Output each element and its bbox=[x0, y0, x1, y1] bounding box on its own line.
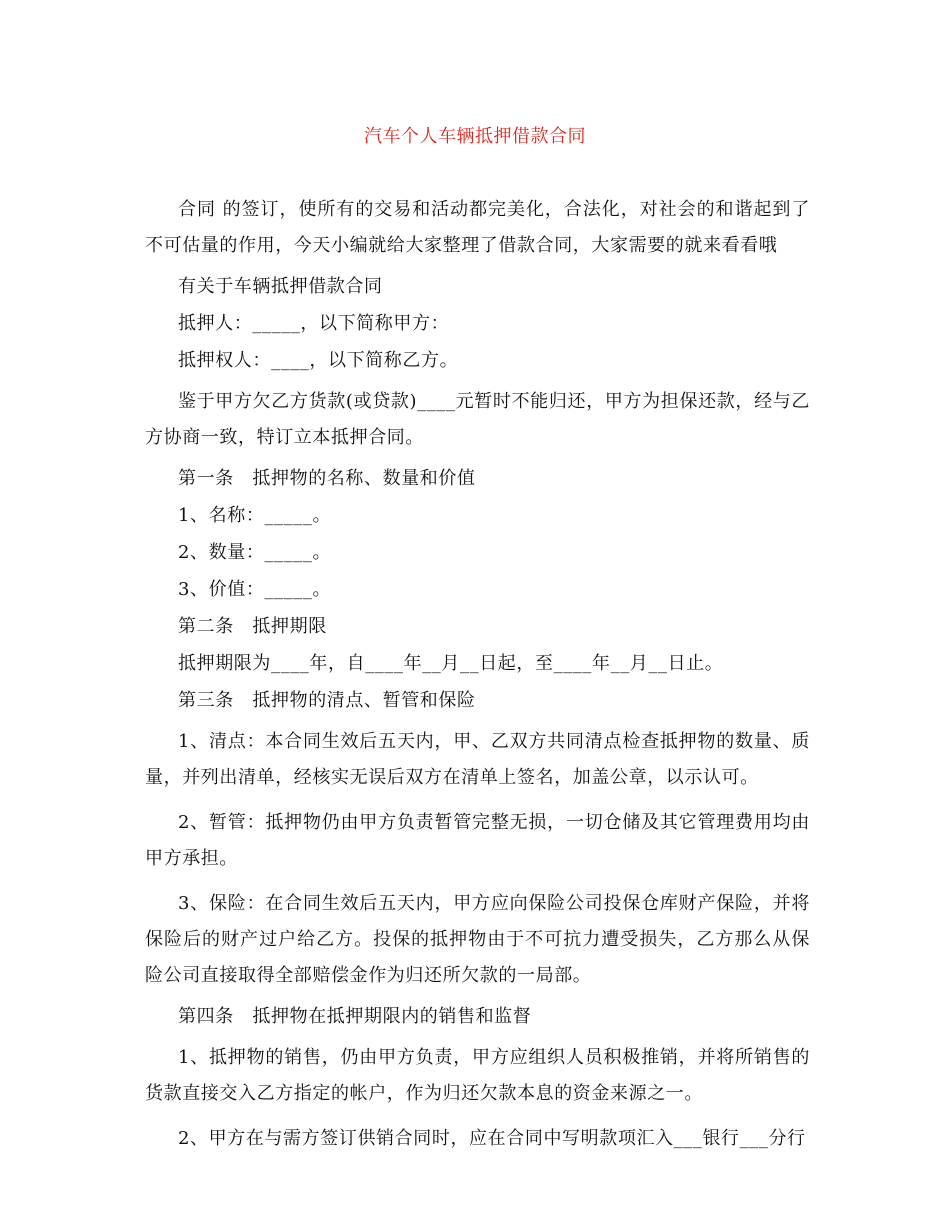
article-4-item-contract: 2、甲方在与需方签订供销合同时，应在合同中写明款项汇入___银行___分行 bbox=[178, 1128, 806, 1149]
article-1-heading: 第一条 抵押物的名称、数量和价值 bbox=[178, 468, 476, 489]
document-body bbox=[145, 192, 810, 1166]
article-3-item-custody: 2、暂管：抵押物仍由甲方负责暂管完整无损，一切仓储及其它管理费用均由甲方承担。 bbox=[145, 812, 810, 869]
article-4-item-sales: 1、抵押物的销售，仍由甲方负责，甲方应组织人员积极推销，并将所销售的货款直接交入乙方指定的帐户，作为归还欠款本息的资金来源之一。 bbox=[145, 1047, 810, 1104]
article-2-heading: 第二条 抵押期限 bbox=[178, 616, 327, 637]
article-1-item-value: 3、价值：_____。 bbox=[178, 579, 332, 600]
article-4-heading: 第四条 抵押物在抵押期限内的销售和监督 bbox=[178, 1006, 532, 1027]
article-3-item-insurance: 3、保险：在合同生效后五天内，甲方应向保险公司投保仓库财产保险，并将保险后的财产过户给乙方。投保的抵押物由于不可抗力遭受损失，乙方那么从保险公司直接取得全部赔偿金作为归还所欠款的一局部。 bbox=[145, 893, 810, 986]
mortgagor-line: 抵押人：_____，以下简称甲方： bbox=[178, 313, 450, 334]
intro-paragraph: 合同 的签订，使所有的交易和活动都完美化，合法化，对社会的和谐起到了不可估量的作用，今天小编就给大家整理了借款合同，大家需要的就来看看哦 bbox=[145, 199, 810, 256]
contract-subtitle: 有关于车辆抵押借款合同 bbox=[178, 276, 383, 297]
document-title: 汽车个人车辆抵押借款合同 bbox=[364, 126, 586, 147]
mortgagee-line: 抵押权人：____，以下简称乙方。 bbox=[178, 350, 459, 371]
article-2-term: 抵押期限为____年，自____年__月__日起，至____年__月__日止。 bbox=[178, 653, 724, 674]
article-3-item-inventory: 1、清点：本合同生效后五天内，甲、乙双方共同清点检查抵押物的数量、质量，并列出清单，经核实无误后双方在清单上签名，加盖公章，以示认可。 bbox=[145, 731, 810, 788]
article-3-heading: 第三条 抵押物的清点、暂管和保险 bbox=[178, 690, 476, 711]
article-1-item-name: 1、名称：_____。 bbox=[178, 505, 332, 526]
article-1-item-quantity: 2、数量：_____。 bbox=[178, 542, 332, 563]
preamble-paragraph: 鉴于甲方欠乙方货款(或贷款)____元暂时不能归还，甲方为担保还款，经与乙方协商一致，特订立本抵押合同。 bbox=[145, 391, 810, 448]
